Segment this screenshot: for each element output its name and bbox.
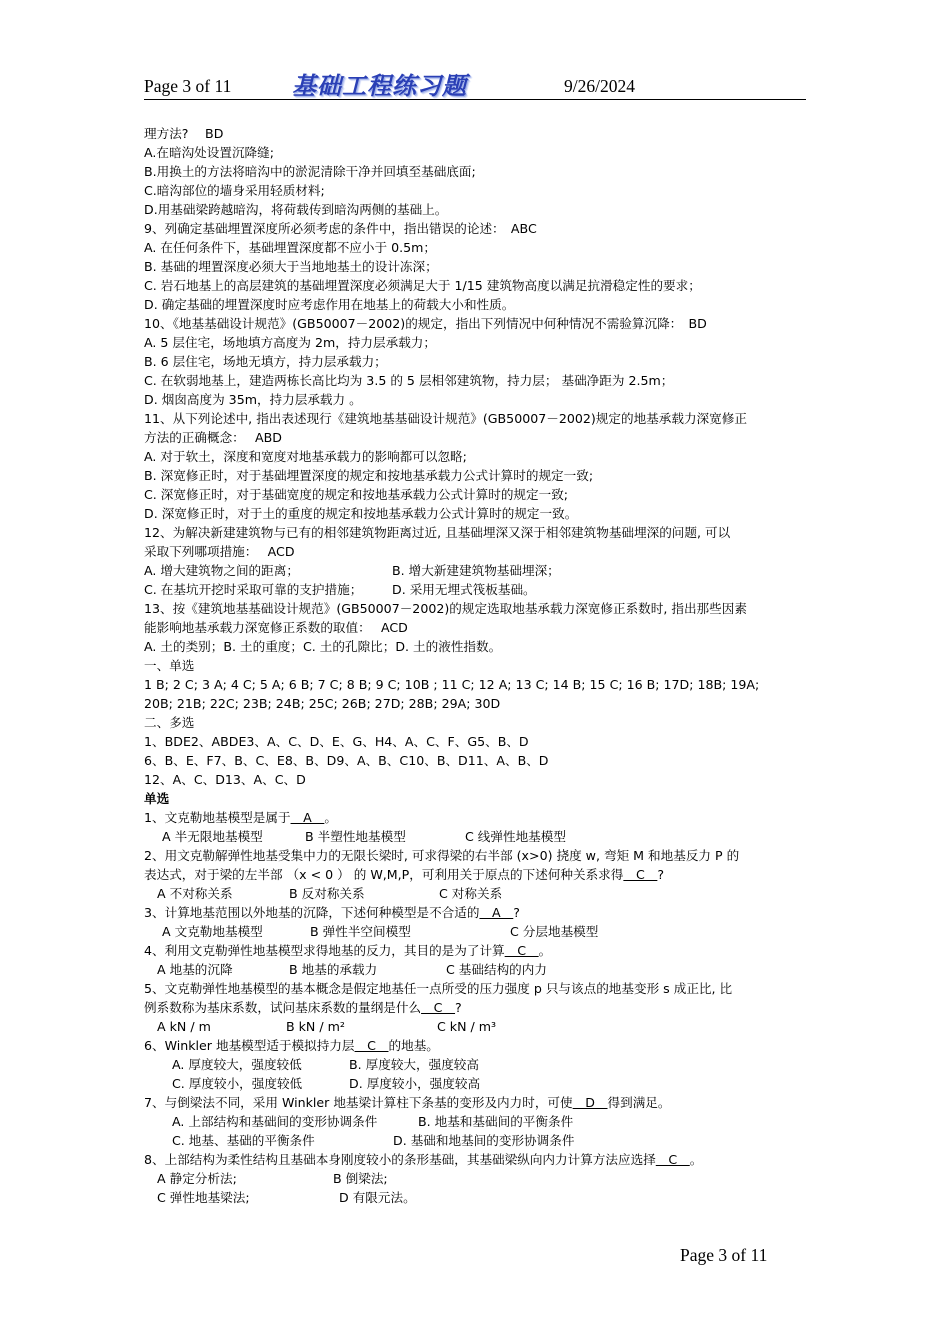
option-row [144, 1055, 808, 1074]
question-text: 。 [538, 943, 552, 958]
header-title: 基础工程练习题 [292, 71, 467, 100]
question-text: 3、计算地基范围以外地基的沉降，下述何种模型是不合适的 [144, 905, 480, 920]
text-line: B. 6 层住宅，场地无填方，持力层承载力； [144, 354, 387, 369]
document-body [144, 124, 808, 1207]
answer-blank: C [421, 1000, 456, 1015]
section-heading: 二、多选 [144, 715, 195, 730]
page-footer-number: Page 3 of 11 [680, 1245, 768, 1265]
question-text: ? [657, 867, 665, 882]
answer-key-line: 12、A、C、D13、A、C、D [144, 772, 306, 787]
option-row [144, 827, 808, 846]
header-page-number: Page 3 of 11 [144, 76, 232, 96]
option-row [144, 960, 808, 979]
option-text: C. 地基、基础的平衡条件 [172, 1133, 315, 1148]
text-line: 11、从下列论述中, 指出表述现行《建筑地基基础设计规范》(GB50007－2002)规定的地基承载力深宽修正 [144, 411, 747, 426]
question-line [144, 865, 808, 884]
answer-blank: D [572, 1095, 608, 1110]
option-row [144, 1169, 808, 1188]
option-row [144, 1017, 808, 1036]
option-text: B. 地基和基础间的平衡条件 [418, 1114, 574, 1129]
text-line: 采取下列哪项措施： ACD [144, 544, 295, 559]
text-line: 12、为解决新建建筑物与已有的相邻建筑物距离过近, 且基础埋深又深于相邻建筑物基础埋深的问题, 可以 [144, 525, 731, 540]
text-line: C. 在软弱地基上，建造两栋长高比均为 3.5 的 5 层相邻建筑物，持力层； 基础净距为 2.5m； [144, 373, 674, 388]
option-row [144, 922, 808, 941]
question-text: 1、文克勒地基模型是属于 [144, 810, 291, 825]
option-text: D. 厚度较小，强度较高 [349, 1076, 481, 1091]
option-text: B. 增大新建建筑物基础埋深； [392, 563, 560, 578]
option-text: A. 上部结构和基础间的变形协调条件 [172, 1114, 378, 1129]
option-text: B 弹性半空间模型 [310, 924, 411, 939]
option-row [144, 561, 808, 580]
question-line [144, 1093, 808, 1112]
option-text: C 线弹性地基模型 [465, 829, 566, 844]
option-text: B 反对称关系 [289, 886, 365, 901]
answer-key-line: 20B; 21B; 22C; 23B; 24B; 25C; 26B; 27D; 28B; 29A; 30D [144, 696, 501, 711]
option-text: A 静定分析法; [157, 1171, 237, 1186]
option-row [144, 1131, 808, 1150]
option-text: D. 基础和地基间的变形协调条件 [393, 1133, 575, 1148]
text-line: C.暗沟部位的墙身采用轻质材料; [144, 183, 325, 198]
question-line [144, 1036, 808, 1055]
text-line: A. 对于软土，深度和宽度对地基承载力的影响都可以忽略; [144, 449, 467, 464]
answer-key-line: 6、B、E、F7、B、C、E8、B、D9、A、B、C10、B、D11、A、B、D [144, 753, 549, 768]
option-text: C 弹性地基梁法; [157, 1190, 250, 1205]
text-line: B. 深宽修正时，对于基础埋置深度的规定和按地基承载力公式计算时的规定一致; [144, 468, 594, 483]
text-line: C. 深宽修正时，对于基础宽度的规定和按地基承载力公式计算时的规定一致; [144, 487, 569, 502]
question-line [144, 998, 808, 1017]
text-line: A.在暗沟处设置沉降缝; [144, 145, 274, 160]
text-line: 方法的正确概念： ABD [144, 430, 282, 445]
answer-blank: A [290, 810, 325, 825]
option-text: A 不对称关系 [157, 886, 233, 901]
question-line [144, 941, 808, 960]
question-text: 表达式，对于梁的左半部 （x < 0 ） 的 W,M,P，可利用关于原点的下述何种关系求得 [144, 867, 624, 882]
question-text: ? [513, 905, 520, 920]
option-row [144, 884, 808, 903]
text-line: C. 岩石地基上的高层建筑的基础埋置深度必须满足大于 1/15 建筑物高度以满足抗滑稳定性的要求； [144, 278, 701, 293]
text-line: D. 烟囱高度为 35m，持力层承载力 。 [144, 392, 362, 407]
question-line [144, 903, 808, 922]
question-text: 的地基。 [388, 1038, 439, 1053]
option-text: C. 厚度较小，强度较低 [172, 1076, 303, 1091]
option-row [144, 1112, 808, 1131]
header-date: 9/26/2024 [564, 76, 635, 96]
question-text: 4、利用文克勒弹性地基模型求得地基的反力，其目的是为了计算 [144, 943, 505, 958]
text-line: 13、按《建筑地基基础设计规范》(GB50007－2002)的规定选取地基承载力深宽修正系数时, 指出那些因素 [144, 601, 747, 616]
option-text: A 文克勒地基模型 [162, 924, 263, 939]
option-row [144, 1074, 808, 1093]
answer-key-line: 1、BDE2、ABDE3、A、C、D、E、G、H4、A、C、F、G5、B、D [144, 734, 529, 749]
option-text: B 地基的承载力 [289, 962, 378, 977]
question-text: 。 [324, 810, 337, 825]
question-line [144, 1150, 808, 1169]
option-text: C 分层地基模型 [510, 924, 599, 939]
option-text: B kN / m² [286, 1019, 345, 1034]
answer-blank: C [623, 867, 658, 882]
option-text: C kN / m³ [437, 1019, 497, 1034]
text-line: 10、《地基基础设计规范》(GB50007－2002)的规定，指出下列情况中何种情况不需验算沉降： BD [144, 316, 707, 331]
answer-blank: A [479, 905, 514, 920]
text-line: A. 土的类别；B. 土的重度；C. 土的孔隙比；D. 土的液性指数。 [144, 639, 502, 654]
question-line [144, 808, 808, 827]
answer-blank: C [354, 1038, 389, 1053]
option-text: A. 增大建筑物之间的距离； [144, 563, 299, 578]
question-line: 2、用文克勒解弹性地基受集中力的无限长梁时, 可求得梁的右半部 (x>0) 挠度 w, 弯矩 M 和地基反力 P 的 [144, 848, 740, 863]
option-text: B. 厚度较大，强度较高 [349, 1057, 479, 1072]
answer-blank: C [504, 943, 539, 958]
question-text: 6、Winkler 地基模型适于模拟持力层 [144, 1038, 355, 1053]
option-text: C 基础结构的内力 [446, 962, 547, 977]
section-heading-bold: 单选 [144, 791, 170, 806]
option-text: D. 采用无埋式筏板基础。 [392, 582, 536, 597]
option-text: C 对称关系 [439, 886, 503, 901]
option-text: B 倒梁法; [333, 1171, 388, 1186]
question-text: 。 [689, 1152, 703, 1167]
option-text: A. 厚度较大，强度较低 [172, 1057, 302, 1072]
option-text: B 半塑性地基模型 [305, 829, 406, 844]
question-text: 8、上部结构为柔性结构且基础本身刚度较小的条形基础，其基础梁纵向内力计算方法应选择 [144, 1152, 656, 1167]
question-text: 7、与倒梁法不同，采用 Winkler 地基梁计算柱下条基的变形及内力时，可使 [144, 1095, 573, 1110]
option-text: C. 在基坑开挖时采取可靠的支护措施； [144, 582, 363, 597]
text-line: A. 5 层住宅，场地填方高度为 2m，持力层承载力； [144, 335, 436, 350]
text-line: A. 在任何条件下，基础埋置深度都不应小于 0.5m； [144, 240, 436, 255]
answer-key-line: 1 B; 2 C; 3 A; 4 C; 5 A; 6 B; 7 C; 8 B; 9 C; 10B ; 11 C; 12 A; 13 C; 14 B; 15 C; 16 B; 17D; 18B; 19A; [144, 677, 760, 692]
text-line: 能影响地基承载力深宽修正系数的取值： ACD [144, 620, 408, 635]
option-text: A 半无限地基模型 [162, 829, 263, 844]
text-line: 理方法? BD [144, 126, 224, 141]
option-text: A kN / m [157, 1019, 211, 1034]
option-text: D 有限元法。 [339, 1190, 416, 1205]
answer-blank: C [655, 1152, 690, 1167]
question-text: 例系数称为基床系数，试问基床系数的量纲是什么 [144, 1000, 422, 1015]
option-row [144, 1188, 808, 1207]
text-line: D. 深宽修正时，对于土的重度的规定和按地基承载力公式计算时的规定一致。 [144, 506, 578, 521]
question-text: 得到满足。 [607, 1095, 671, 1110]
option-text: A 地基的沉降 [157, 962, 233, 977]
option-row [144, 580, 808, 599]
section-heading: 一、单选 [144, 658, 195, 673]
question-text: ? [455, 1000, 462, 1015]
text-line: D.用基础梁跨越暗沟，将荷载传到暗沟两侧的基础上。 [144, 202, 448, 217]
page-header [144, 66, 806, 100]
question-line: 5、文克勒弹性地基模型的基本概念是假定地基任一点所受的压力强度 p 只与该点的地基变形 s 成正比, 比 [144, 981, 733, 996]
text-line: B.用换土的方法将暗沟中的淤泥清除干净并回填至基础底面; [144, 164, 476, 179]
text-line: D. 确定基础的埋置深度时应考虑作用在地基上的荷载大小和性质。 [144, 297, 515, 312]
text-line: B. 基础的埋置深度必须大于当地地基土的设计冻深； [144, 259, 438, 274]
text-line: 9、列确定基础埋置深度所必须考虑的条件中，指出错误的论述： ABC [144, 221, 537, 236]
